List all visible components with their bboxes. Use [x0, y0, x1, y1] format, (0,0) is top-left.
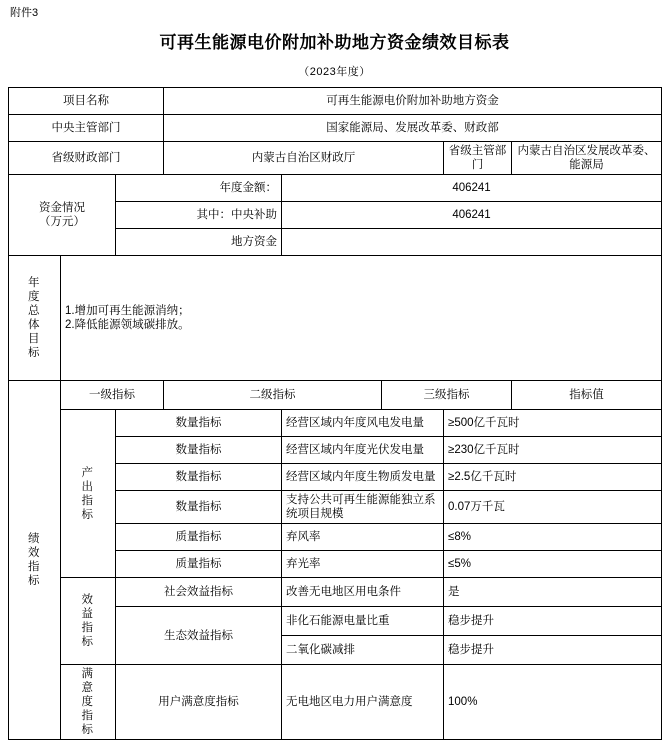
central-dept-value: 国家能源局、发展改革委、财政部 — [164, 115, 662, 142]
value-cell: 稳步提升 — [444, 636, 662, 665]
level3-cell: 经营区域内年度光伏发电量 — [282, 437, 444, 464]
level3-cell: 弃风率 — [282, 524, 444, 551]
level3-cell: 非化石能源电量比重 — [282, 607, 444, 636]
table-row — [9, 578, 662, 607]
value-cell: ≥500亿千瓦时 — [444, 410, 662, 437]
value-cell: 是 — [444, 578, 662, 607]
level2-cell: 数量指标 — [116, 437, 282, 464]
level3-cell: 经营区域内年度生物质发电量 — [282, 464, 444, 491]
table-row — [9, 410, 662, 437]
table-row — [9, 256, 662, 381]
provincial-finance-value: 内蒙古自治区财政厅 — [164, 142, 444, 175]
annual-goal-line-2: 2.降低能源领域碳排放。 — [65, 319, 190, 331]
header-value: 指标值 — [512, 381, 662, 410]
value-cell: ≤5% — [444, 551, 662, 578]
level3-cell: 弃光率 — [282, 551, 444, 578]
performance-target-table — [8, 87, 662, 740]
level3-cell: 二氧化碳减排 — [282, 636, 444, 665]
level3-cell: 支持公共可再生能源能独立系统项目规模 — [282, 491, 444, 524]
table-row — [9, 142, 662, 175]
annual-goal-label: 年度总体目标 — [9, 256, 61, 381]
value-cell: 稳步提升 — [444, 607, 662, 636]
level3-cell: 经营区域内年度风电发电量 — [282, 410, 444, 437]
header-level2: 二级指标 — [164, 381, 382, 410]
level2-cell: 质量指标 — [116, 551, 282, 578]
value-cell: ≥230亿千瓦时 — [444, 437, 662, 464]
provincial-finance-label: 省级财政部门 — [9, 142, 164, 175]
local-funds-value — [282, 229, 662, 256]
level2-cell: 数量指标 — [116, 491, 282, 524]
central-subsidy-value: 406241 — [282, 202, 662, 229]
table-row — [9, 665, 662, 740]
table-row — [9, 381, 662, 410]
level2-cell: 数量指标 — [116, 410, 282, 437]
group-label-benefit: 效益指标 — [61, 578, 116, 665]
project-name-label: 项目名称 — [9, 88, 164, 115]
header-level1: 一级指标 — [61, 381, 164, 410]
value-cell: 0.07万千瓦 — [444, 491, 662, 524]
value-cell: 100% — [444, 665, 662, 740]
group-label-satisfaction: 满意度指标 — [61, 665, 116, 740]
funds-label-line2: （万元） — [39, 216, 85, 228]
level2-cell: 质量指标 — [116, 524, 282, 551]
page-title: 可再生能源电价附加补助地方资金绩效目标表 — [159, 33, 510, 52]
central-dept-label: 中央主管部门 — [9, 115, 164, 142]
annual-goal-content — [61, 256, 662, 381]
value-cell: ≥2.5亿千瓦时 — [444, 464, 662, 491]
group-label-output: 产出指标 — [61, 410, 116, 578]
level2-cell: 生态效益指标 — [116, 607, 282, 665]
page-subtitle: （2023年度） — [298, 66, 371, 78]
level2-cell: 数量指标 — [116, 464, 282, 491]
table-row — [9, 88, 662, 115]
level2-cell: 用户满意度指标 — [116, 665, 282, 740]
level3-cell: 改善无电地区用电条件 — [282, 578, 444, 607]
provincial-dept-label: 省级主管部门 — [444, 142, 512, 175]
attachment-label: 附件3 — [10, 7, 39, 19]
central-subsidy-label: 其中：中央补助 — [116, 202, 282, 229]
level2-cell: 社会效益指标 — [116, 578, 282, 607]
annual-amount-value: 406241 — [282, 175, 662, 202]
annual-amount-label: 年度金额： — [116, 175, 282, 202]
performance-indicator-label: 绩效指标 — [9, 381, 61, 740]
provincial-dept-value: 内蒙古自治区发展改革委、能源局 — [512, 142, 662, 175]
annual-goal-line-1: 1.增加可再生能源消纳； — [65, 305, 190, 317]
table-row — [9, 175, 662, 202]
level3-cell: 无电地区电力用户满意度 — [282, 665, 444, 740]
local-funds-label: 地方资金 — [116, 229, 282, 256]
value-cell: ≤8% — [444, 524, 662, 551]
funds-label — [9, 175, 116, 256]
funds-label-line1: 资金情况 — [39, 202, 85, 214]
project-name-value: 可再生能源电价附加补助地方资金 — [164, 88, 662, 115]
header-level3: 三级指标 — [382, 381, 512, 410]
table-row — [9, 115, 662, 142]
